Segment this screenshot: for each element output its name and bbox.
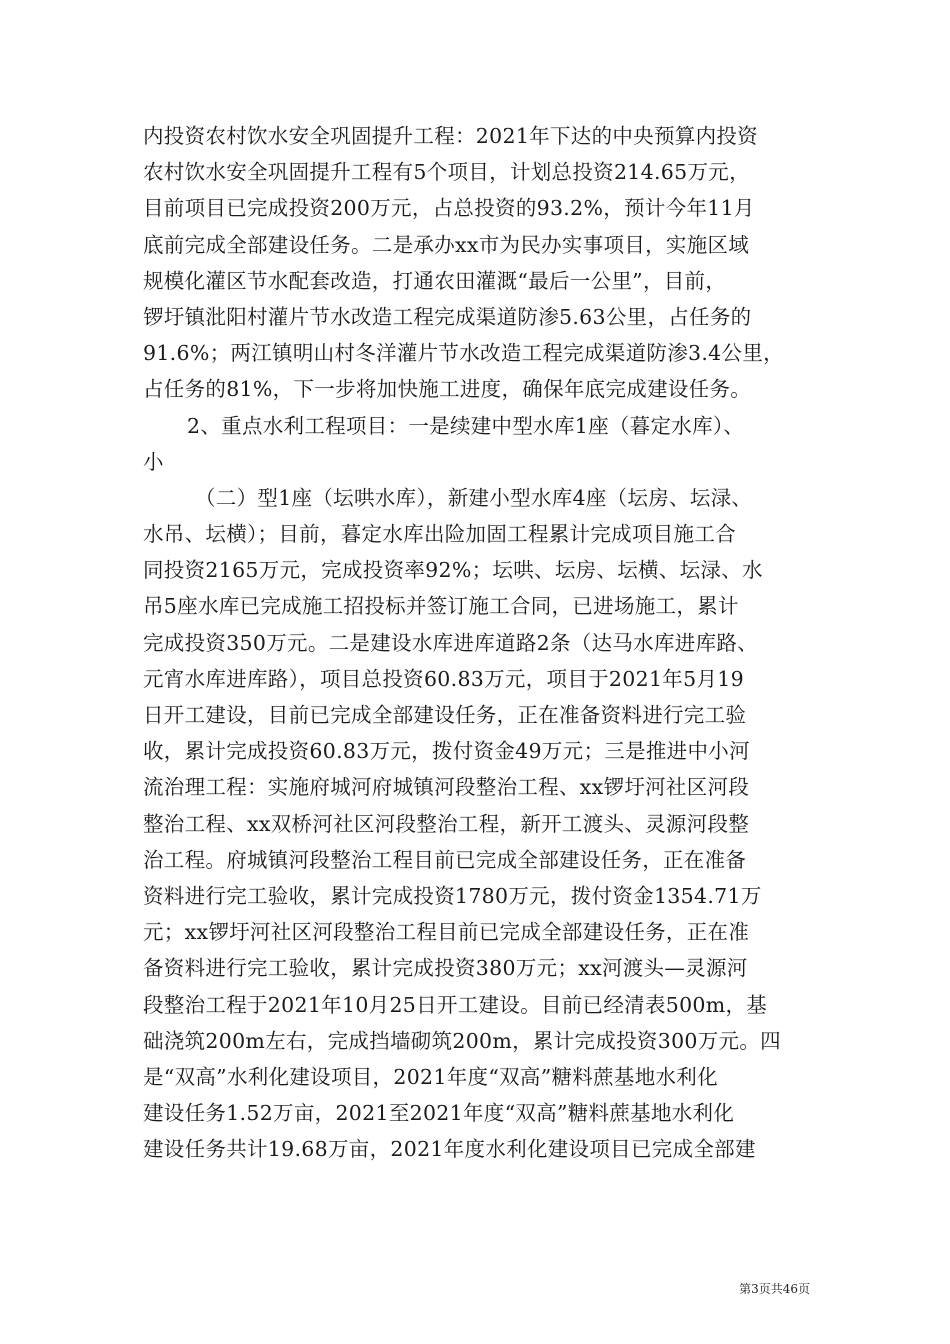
text-line: 农村饮水安全巩固提升工程有5个项目，计划总投资214.65万元， [143,160,750,185]
document-body [143,118,813,1167]
text-line: 91.6%；两江镇明山村冬洋灌片节水改造工程完成渠道防渗3.4公里， [143,341,784,366]
text-line: 是“双高”水利化建设项目，2021年度“双高”糖料蔗基地水利化 [143,1064,718,1089]
text-line: 资料进行完工验收，累计完成投资1780万元，拨付资金1354.71万 [143,883,762,908]
text-line: 吊5座水库已完成施工招投标并签订施工合同，已进场施工，累计 [143,594,739,619]
text-line: 目前项目已完成投资200万元，占总投资的93.2%，预计今年11月 [143,196,755,221]
text-line: 规模化灌区节水配套改造，打通农田灌溉“最后一公里”，目前， [143,268,727,293]
subsection-line: （二）型1座（坛哄水库），新建小型水库4座（坛房、坛渌、 [195,485,753,510]
page-footer [0,1280,950,1297]
text-line: 元宵水库进库路），项目总投资60.83万元，项目于2021年5月19 [143,666,744,691]
text-line: 小 [143,449,164,474]
text-line: 元；xx锣圩河社区河段整治工程目前已完成全部建设任务，正在准 [143,920,750,945]
text-line: 础浇筑200m左右，完成挡墙砌筑200m，累计完成投资300万元。四 [143,1028,781,1053]
section-heading-line: 2、重点水利工程项目：一是续建中型水库1座（暮定水库）、 [187,413,745,438]
text-line: 备资料进行完工验收，累计完成投资380万元；xx河渡头—灵源河 [143,956,748,981]
text-line: 内投资农村饮水安全巩固提升工程：2021年下达的中央预算内投资 [143,124,758,148]
text-line: 同投资2165万元，完成投资率92%；坛哄、坛房、坛横、坛渌、水 [143,558,763,583]
text-line: 占任务的81%，下一步将加快施工进度，确保年底完成建设任务。 [143,377,752,402]
text-line: 治工程。府城镇河段整治工程目前已完成全部建设任务，正在准备 [143,847,747,872]
text-line: 整治工程、xx双桥河社区河段整治工程，新开工渡头、灵源河段整 [143,811,750,836]
text-line: 收，累计完成投资60.83万元，拨付资金49万元；三是推进中小河 [143,739,750,764]
text-line: 日开工建设，目前已完成全部建设任务，正在准备资料进行完工验 [143,703,747,727]
text-line: 锣圩镇沘阳村灌片节水改造工程完成渠道防渗5.63公里，占任务的 [143,304,752,329]
page-number: 第3页共46页 [739,1282,810,1296]
text-line: 完成投资350万元。二是建设水库进库道路2条（达马水库进库路、 [143,630,758,655]
text-line: 流治理工程：实施府城河府城镇河段整治工程、xx锣圩河社区河段 [143,775,750,800]
text-line: 段整治工程于2021年10月25日开工建设。目前已经清表500m，基 [143,992,768,1017]
text-line: 建设任务1.52万亩，2021至2021年度“双高”糖料蔗基地水利化 [143,1101,735,1126]
text-line: 底前完成全部建设任务。二是承办xx市为民办实事项目，实施区域 [143,232,750,257]
text-line: 水吊、坛横）；目前，暮定水库出险加固工程累计完成项目施工合 [143,522,736,547]
text-line: 建设任务共计19.68万亩，2021年度水利化建设项目已完成全部建 [143,1137,756,1162]
